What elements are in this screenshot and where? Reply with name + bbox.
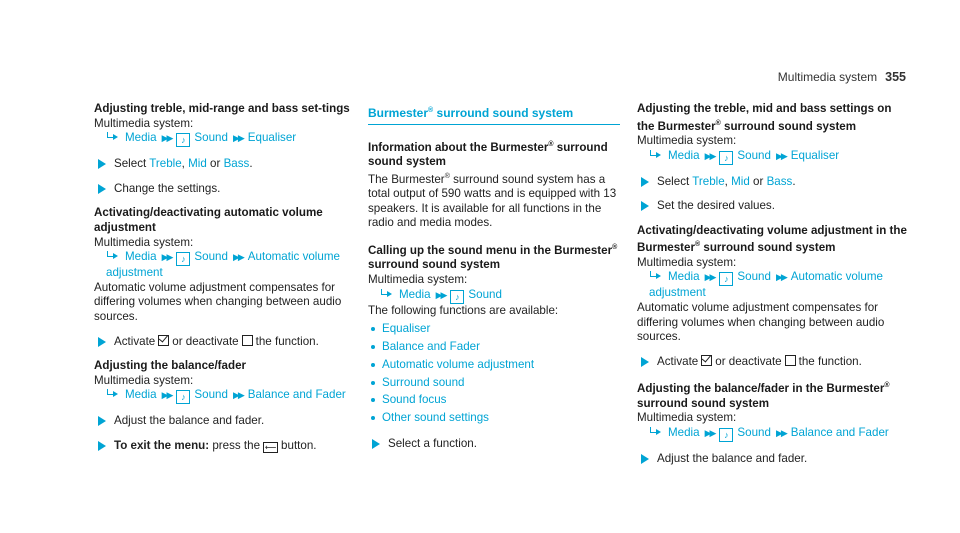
step-triangle-icon [372, 439, 380, 449]
function-list [368, 320, 620, 427]
path-arrow-icon [649, 427, 662, 436]
burmester-description: The Burmester® surround sound system has a total output of 590 watts and is equipped with 13 speakers. It is available for all functions in the radio and media modes. [368, 172, 617, 230]
heading-burmester-balance: Adjusting the balance/fader in the Burmester® surround sound system [637, 382, 890, 410]
auto-volume-description: Automatic volume adjustment compensates for differing volumes when changing between audio sources. [94, 280, 342, 323]
checkbox-checked-icon [701, 355, 712, 366]
menu-path-auto-volume [94, 250, 356, 281]
link-equaliser[interactable]: Equaliser [790, 148, 840, 162]
double-chevron-icon: ▶▶ [704, 428, 715, 439]
heading-adjust-treble: Adjusting treble, mid-range and bass set-tings [94, 102, 350, 115]
link-sound[interactable]: Sound [737, 148, 771, 162]
step-set-values: Set the desired values. [637, 199, 907, 214]
multimedia-system-label: Multimedia system: [94, 116, 194, 130]
menu-path-balance [637, 426, 907, 442]
multimedia-system-label: Multimedia system: [94, 235, 194, 249]
multimedia-system-label: Multimedia system: [637, 134, 737, 148]
menu-path-balance [94, 388, 356, 404]
column-1 [94, 102, 356, 454]
music-note-icon: ♪ [176, 133, 190, 147]
auto-volume-description: Automatic volume adjustment compensates for differing volumes when changing between audio sources. [637, 301, 885, 344]
music-note-icon: ♪ [719, 428, 733, 442]
back-button-icon: ⟵ [264, 442, 277, 452]
multimedia-system-label: Multimedia system: [637, 411, 737, 425]
link-bass[interactable]: Bass [223, 157, 250, 171]
double-chevron-icon: ▶▶ [775, 272, 786, 283]
page-header [778, 70, 906, 84]
multimedia-system-label: Multimedia system: [637, 255, 737, 269]
link-auto-volume[interactable]: Automatic volume adjustment [106, 250, 340, 280]
step-triangle-icon [98, 441, 106, 451]
checkbox-empty-icon [242, 335, 253, 346]
step-activate: Activate or deactivate the function. [94, 335, 356, 350]
link-media[interactable]: Media [125, 131, 157, 145]
step-adjust-balance: Adjust the balance and fader. [637, 452, 907, 467]
link-media[interactable]: Media [668, 148, 700, 162]
step-change-settings: Change the settings. [94, 182, 356, 197]
double-chevron-icon: ▶▶ [704, 272, 715, 283]
step-triangle-icon [98, 159, 106, 169]
double-chevron-icon: ▶▶ [161, 390, 172, 401]
link-mid[interactable]: Mid [731, 174, 750, 188]
link-sound[interactable]: Sound [468, 287, 502, 301]
step-triangle-icon [98, 416, 106, 426]
step-triangle-icon [641, 201, 649, 211]
path-arrow-icon [106, 132, 119, 141]
step-triangle-icon [98, 184, 106, 194]
heading-calling-up: Calling up the sound menu in the Burmester® surround sound system [368, 243, 618, 272]
path-arrow-icon [106, 389, 119, 398]
step-exit-menu: To exit the menu: press the ⟵ button. [94, 439, 356, 454]
link-sound[interactable]: Sound [194, 131, 228, 145]
link-sound[interactable]: Sound [737, 426, 771, 440]
menu-path-equaliser [637, 149, 907, 165]
step-select-band: Select Treble, Mid or Bass. [637, 175, 907, 190]
link-sound[interactable]: Sound [194, 388, 228, 402]
page-number: 355 [885, 70, 906, 84]
music-note-icon: ♪ [176, 252, 190, 266]
double-chevron-icon: ▶▶ [232, 252, 243, 263]
double-chevron-icon: ▶▶ [161, 252, 172, 263]
multimedia-system-label: Multimedia system: [368, 272, 468, 286]
double-chevron-icon: ▶▶ [775, 150, 786, 161]
list-item[interactable]: Equaliser [368, 320, 620, 338]
menu-path-equaliser [94, 131, 356, 147]
double-chevron-icon: ▶▶ [232, 390, 243, 401]
link-media[interactable]: Media [125, 388, 157, 402]
section-title: Burmester® surround sound system [368, 104, 620, 125]
double-chevron-icon: ▶▶ [775, 428, 786, 439]
menu-path-auto-volume [637, 270, 907, 301]
path-arrow-icon [106, 251, 119, 260]
menu-path-sound [368, 288, 620, 304]
music-note-icon: ♪ [719, 151, 733, 165]
link-balance-fader[interactable]: Balance and Fader [790, 426, 889, 440]
link-auto-volume[interactable]: Automatic volume adjustment [649, 270, 883, 300]
link-treble[interactable]: Treble [149, 157, 182, 171]
step-activate: Activate or deactivate the function. [637, 355, 907, 370]
list-item[interactable]: Surround sound [368, 374, 620, 392]
step-triangle-icon [641, 357, 649, 367]
path-arrow-icon [380, 289, 393, 298]
link-media[interactable]: Media [125, 250, 157, 264]
path-arrow-icon [649, 271, 662, 280]
column-3 [637, 102, 907, 467]
music-note-icon: ♪ [450, 290, 464, 304]
link-media[interactable]: Media [399, 287, 431, 301]
link-media[interactable]: Media [668, 426, 700, 440]
step-triangle-icon [641, 177, 649, 187]
link-balance-fader[interactable]: Balance and Fader [247, 388, 346, 402]
step-triangle-icon [641, 454, 649, 464]
header-title: Multimedia system [777, 70, 878, 84]
path-arrow-icon [649, 150, 662, 159]
link-sound[interactable]: Sound [737, 270, 771, 284]
heading-auto-volume: Activating/deactivating automatic volume adjustment [94, 206, 323, 234]
heading-information: Information about the Burmester® surround sound system [368, 140, 608, 169]
list-item[interactable]: Other sound settings [368, 409, 620, 427]
functions-intro: The following functions are available: [368, 303, 559, 317]
multimedia-system-label: Multimedia system: [94, 373, 194, 387]
link-treble[interactable]: Treble [692, 174, 725, 188]
list-item[interactable]: Balance and Fader [368, 338, 620, 356]
link-media[interactable]: Media [668, 270, 700, 284]
checkbox-checked-icon [158, 335, 169, 346]
column-2 [368, 104, 620, 451]
list-item[interactable]: Automatic volume adjustment [368, 356, 620, 374]
checkbox-empty-icon [785, 355, 796, 366]
link-equaliser[interactable]: Equaliser [247, 131, 297, 145]
list-item[interactable]: Sound focus [368, 391, 620, 409]
link-bass[interactable]: Bass [766, 174, 793, 188]
double-chevron-icon: ▶▶ [435, 289, 446, 300]
link-mid[interactable]: Mid [188, 157, 207, 171]
heading-burmester-volume: Activating/deactivating volume adjustment in the Burmester® surround sound system [637, 223, 907, 255]
step-adjust-balance: Adjust the balance and fader. [94, 414, 356, 429]
heading-burmester-treble: Adjusting the treble, mid and bass settings on the Burmester® surround sound system [637, 102, 892, 133]
double-chevron-icon: ▶▶ [232, 133, 243, 144]
double-chevron-icon: ▶▶ [704, 150, 715, 161]
music-note-icon: ♪ [719, 272, 733, 286]
step-select-band: Select Treble, Mid or Bass. [94, 157, 356, 172]
music-note-icon: ♪ [176, 390, 190, 404]
double-chevron-icon: ▶▶ [161, 133, 172, 144]
heading-balance-fader: Adjusting the balance/fader [94, 359, 247, 373]
step-triangle-icon [98, 337, 106, 347]
step-select-function: Select a function. [368, 437, 620, 452]
link-sound[interactable]: Sound [194, 250, 228, 264]
